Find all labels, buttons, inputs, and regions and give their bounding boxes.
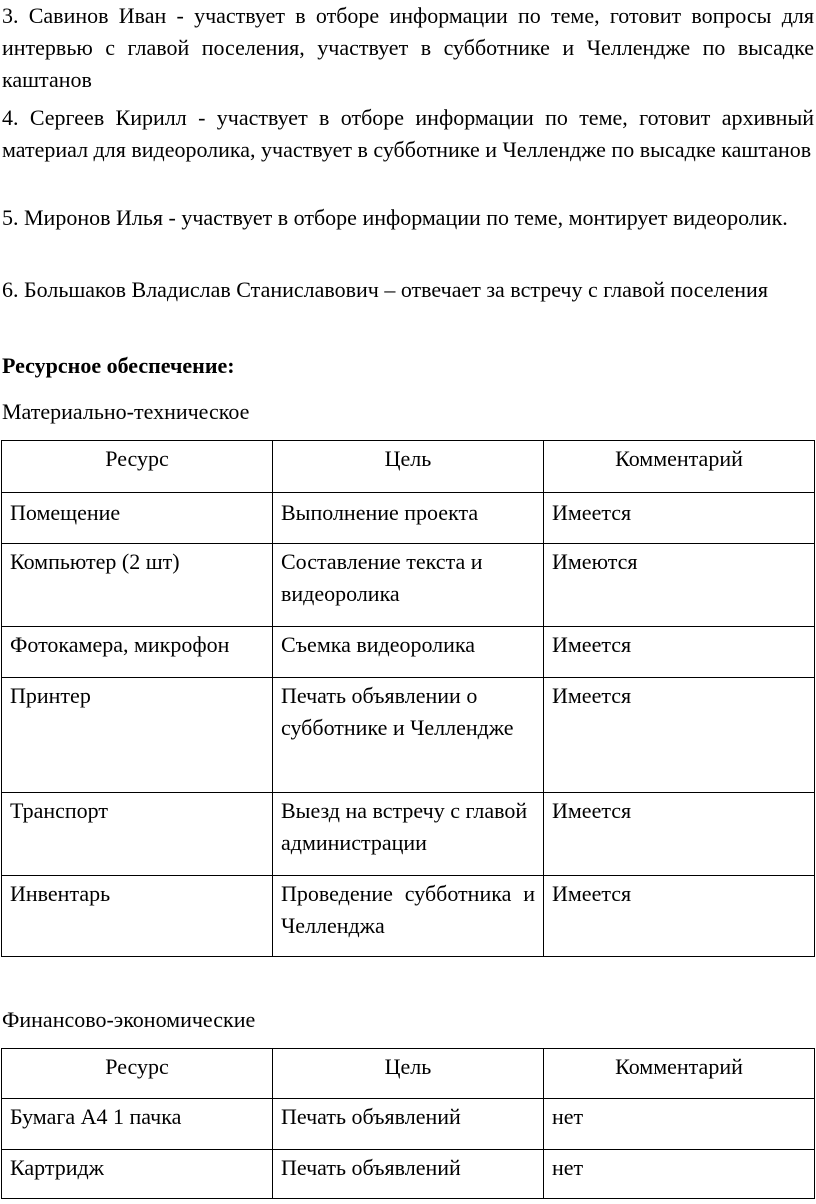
cell-resource: Принтер <box>2 678 273 793</box>
table-row <box>2 627 815 678</box>
member-item-4: 4. Сергеев Кирилл - участвует в отборе информации по теме, готовит архивный материал для видеоролика, участвует в субботнике и Челлендже по высадке каштанов <box>2 105 814 162</box>
col-header-comment: Комментарий <box>544 1049 815 1099</box>
cell-resource: Фотокамера, микрофон <box>2 627 273 678</box>
resources-heading: Ресурсное обеспечение: <box>2 353 235 378</box>
cell-goal: Проведение субботника и Челленджа <box>273 876 544 957</box>
cell-goal: Съемка видеоролика <box>273 627 544 678</box>
table-row <box>2 678 815 793</box>
col-header-resource: Ресурс <box>2 441 273 493</box>
material-table <box>1 440 815 957</box>
cell-goal: Печать объявлении о субботнике и Челлендже <box>273 678 544 793</box>
cell-goal: Выполнение проекта <box>273 493 544 544</box>
financial-header-row <box>2 1049 815 1099</box>
material-title: Материально-техническое <box>2 399 250 424</box>
member-item-3: 3. Савинов Иван - участвует в отборе информации по теме, готовит вопросы для интервью с главой поселения, участвует в субботнике и Челлендже по высадке каштанов <box>2 3 814 92</box>
col-header-goal: Цель <box>273 441 544 493</box>
col-header-resource: Ресурс <box>2 1049 273 1099</box>
cell-resource: Помещение <box>2 493 273 544</box>
cell-goal: Печать объявлений <box>273 1099 544 1150</box>
cell-comment: Имеется <box>544 493 815 544</box>
cell-comment: Имеется <box>544 793 815 876</box>
cell-resource: Бумага А4 1 пачка <box>2 1099 273 1150</box>
table-row <box>2 493 815 544</box>
cell-comment: Имеется <box>544 876 815 957</box>
member-item-5: 5. Миронов Илья - участвует в отборе информации по теме, монтирует видеоролик. <box>2 205 788 230</box>
cell-comment: нет <box>544 1099 815 1150</box>
cell-resource: Транспорт <box>2 793 273 876</box>
table-row <box>2 1150 815 1199</box>
cell-goal: Составление текста и видеоролика <box>273 544 544 627</box>
table-row <box>2 793 815 876</box>
cell-resource: Картридж <box>2 1150 273 1199</box>
cell-comment: Имеется <box>544 627 815 678</box>
col-header-comment: Комментарий <box>544 441 815 493</box>
material-header-row <box>2 441 815 493</box>
financial-title: Финансово-экономические <box>2 1007 256 1032</box>
financial-table <box>1 1048 815 1199</box>
member-item-6: 6. Большаков Владислав Станиславович – отвечает за встречу с главой поселения <box>2 277 768 302</box>
table-row <box>2 876 815 957</box>
cell-goal: Печать объявлений <box>273 1150 544 1199</box>
cell-comment: нет <box>544 1150 815 1199</box>
cell-resource: Компьютер (2 шт) <box>2 544 273 627</box>
table-row <box>2 544 815 627</box>
cell-resource: Инвентарь <box>2 876 273 957</box>
cell-comment: Имеется <box>544 678 815 793</box>
cell-goal: Выезд на встречу с главой администрации <box>273 793 544 876</box>
table-row <box>2 1099 815 1150</box>
col-header-goal: Цель <box>273 1049 544 1099</box>
cell-comment: Имеются <box>544 544 815 627</box>
